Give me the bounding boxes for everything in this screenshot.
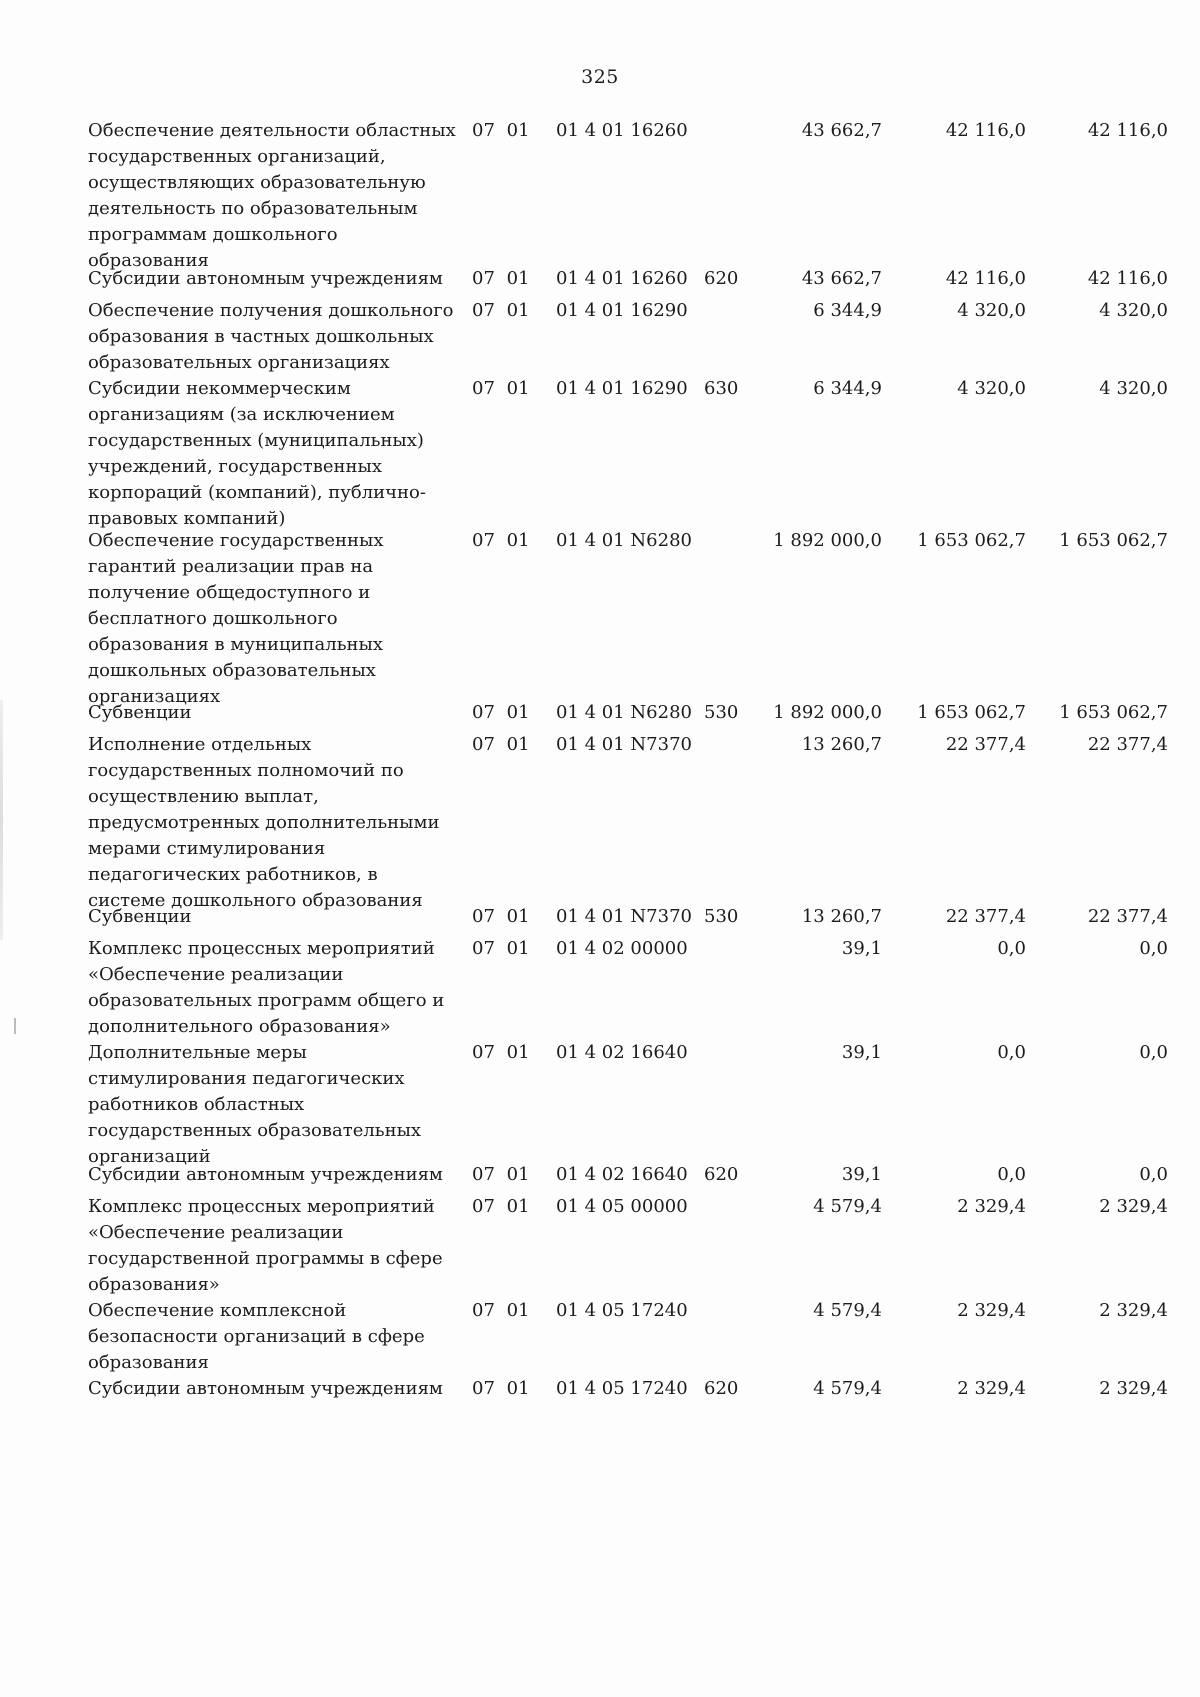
- row-value-2: 22 377,4: [945, 734, 1026, 755]
- description-line: образования: [88, 1352, 209, 1373]
- description-line: организациях: [88, 686, 221, 707]
- description-line: образования в муниципальных: [88, 634, 383, 655]
- description-line: Субвенции: [88, 906, 192, 927]
- description-line: Субсидии некоммерческим: [88, 378, 351, 399]
- description-line: правовых компаний): [88, 508, 286, 529]
- row-value-2: 0,0: [997, 1042, 1026, 1063]
- description-line: осуществляющих образовательную: [88, 172, 426, 193]
- row-description: [88, 904, 460, 930]
- row-value-1: 43 662,7: [801, 120, 882, 141]
- description-line: корпораций (компаний), публично-: [88, 482, 426, 503]
- description-line: Обеспечение деятельности областных: [88, 120, 456, 141]
- description-line: системе дошкольного образования: [88, 890, 423, 911]
- description-line: Комплекс процессных мероприятий: [88, 938, 435, 959]
- description-line: мерами стимулирования: [88, 838, 326, 859]
- description-line: организаций: [88, 1146, 211, 1167]
- description-line: безопасности организаций в сфере: [88, 1326, 425, 1347]
- row-value-1: 4 579,4: [813, 1196, 882, 1217]
- description-line: Субсидии автономным учреждениям: [88, 1164, 443, 1185]
- row-value-1: 39,1: [841, 1164, 882, 1185]
- row-section-code: 07 01: [472, 702, 530, 723]
- description-line: Субсидии автономным учреждениям: [88, 1378, 443, 1399]
- row-target-code: 01 4 01 N6280: [556, 530, 692, 551]
- row-value-2: 4 320,0: [957, 300, 1026, 321]
- description-line: образования: [88, 250, 209, 271]
- row-target-code: 01 4 05 17240: [556, 1378, 688, 1399]
- row-value-1: 1 892 000,0: [773, 702, 882, 723]
- description-line: Субвенции: [88, 702, 192, 723]
- row-value-2: 2 329,4: [957, 1196, 1026, 1217]
- row-target-code: 01 4 02 16640: [556, 1042, 688, 1063]
- row-target-code: 01 4 01 16260: [556, 268, 688, 289]
- row-description: [88, 528, 460, 710]
- row-value-3: 1 653 062,7: [1059, 530, 1168, 551]
- row-value-1: 43 662,7: [801, 268, 882, 289]
- row-section-code: 07 01: [472, 1196, 530, 1217]
- row-section-code: 07 01: [472, 268, 530, 289]
- description-line: Дополнительные меры: [88, 1042, 307, 1063]
- row-value-1: 39,1: [841, 938, 882, 959]
- row-value-3: 2 329,4: [1099, 1196, 1168, 1217]
- description-line: «Обеспечение реализации: [88, 964, 344, 985]
- description-line: образовательных программ общего и: [88, 990, 445, 1011]
- row-target-code: 01 4 02 00000: [556, 938, 688, 959]
- row-target-code: 01 4 02 16640: [556, 1164, 688, 1185]
- row-description: [88, 936, 460, 1040]
- description-line: образования»: [88, 1274, 220, 1295]
- row-value-3: 4 320,0: [1099, 378, 1168, 399]
- row-section-code: 07 01: [472, 1042, 530, 1063]
- row-expense-type: 620: [704, 1164, 739, 1185]
- row-value-3: 4 320,0: [1099, 300, 1168, 321]
- description-line: Обеспечение государственных: [88, 530, 384, 551]
- row-description: [88, 1040, 460, 1170]
- row-description: [88, 298, 460, 376]
- row-value-2: 4 320,0: [957, 378, 1026, 399]
- description-line: «Обеспечение реализации: [88, 1222, 344, 1243]
- description-line: Комплекс процессных мероприятий: [88, 1196, 435, 1217]
- row-description: [88, 1162, 460, 1188]
- row-value-3: 0,0: [1139, 938, 1168, 959]
- row-section-code: 07 01: [472, 378, 530, 399]
- description-line: государственных организаций,: [88, 146, 386, 167]
- description-line: Субсидии автономным учреждениям: [88, 268, 443, 289]
- row-description: [88, 1376, 460, 1402]
- row-value-1: 6 344,9: [813, 378, 882, 399]
- row-section-code: 07 01: [472, 938, 530, 959]
- row-value-3: 0,0: [1139, 1164, 1168, 1185]
- row-description: [88, 376, 460, 532]
- row-value-3: 0,0: [1139, 1042, 1168, 1063]
- row-target-code: 01 4 01 N7370: [556, 906, 692, 927]
- row-description: [88, 1298, 460, 1376]
- description-line: государственных (муниципальных): [88, 430, 424, 451]
- row-section-code: 07 01: [472, 1300, 530, 1321]
- row-value-3: 22 377,4: [1087, 734, 1168, 755]
- row-value-1: 6 344,9: [813, 300, 882, 321]
- row-section-code: 07 01: [472, 120, 530, 141]
- row-expense-type: 630: [704, 378, 739, 399]
- row-description: [88, 118, 460, 274]
- row-target-code: 01 4 01 N6280: [556, 702, 692, 723]
- row-section-code: 07 01: [472, 1378, 530, 1399]
- description-line: программам дошкольного: [88, 224, 338, 245]
- row-section-code: 07 01: [472, 530, 530, 551]
- description-line: организациям (за исключением: [88, 404, 395, 425]
- row-value-1: 1 892 000,0: [773, 530, 882, 551]
- description-line: государственных полномочий по: [88, 760, 404, 781]
- row-value-3: 1 653 062,7: [1059, 702, 1168, 723]
- row-section-code: 07 01: [472, 300, 530, 321]
- row-target-code: 01 4 01 N7370: [556, 734, 692, 755]
- row-target-code: 01 4 05 17240: [556, 1300, 688, 1321]
- row-value-3: 42 116,0: [1087, 268, 1168, 289]
- row-target-code: 01 4 01 16290: [556, 378, 688, 399]
- row-description: [88, 266, 460, 292]
- row-expense-type: 530: [704, 702, 739, 723]
- row-target-code: 01 4 01 16290: [556, 300, 688, 321]
- row-value-2: 42 116,0: [945, 120, 1026, 141]
- description-line: бесплатного дошкольного: [88, 608, 338, 629]
- scan-edge-mark: [14, 1018, 16, 1034]
- row-description: [88, 700, 460, 726]
- description-line: получение общедоступного и: [88, 582, 371, 603]
- row-expense-type: 620: [704, 1378, 739, 1399]
- row-section-code: 07 01: [472, 1164, 530, 1185]
- row-target-code: 01 4 01 16260: [556, 120, 688, 141]
- scan-edge-mark: [0, 700, 3, 940]
- row-value-1: 39,1: [841, 1042, 882, 1063]
- row-value-2: 0,0: [997, 938, 1026, 959]
- description-line: образования в частных дошкольных: [88, 326, 434, 347]
- description-line: Обеспечение получения дошкольного: [88, 300, 454, 321]
- row-expense-type: 530: [704, 906, 739, 927]
- row-value-3: 2 329,4: [1099, 1378, 1168, 1399]
- description-line: Исполнение отдельных: [88, 734, 312, 755]
- description-line: дополнительного образования»: [88, 1016, 391, 1037]
- row-section-code: 07 01: [472, 906, 530, 927]
- description-line: дошкольных образовательных: [88, 660, 376, 681]
- row-value-1: 4 579,4: [813, 1300, 882, 1321]
- row-value-1: 13 260,7: [801, 906, 882, 927]
- description-line: Обеспечение комплексной: [88, 1300, 347, 1321]
- description-line: осуществлению выплат,: [88, 786, 319, 807]
- description-line: стимулирования педагогических: [88, 1068, 405, 1089]
- description-line: педагогических работников, в: [88, 864, 378, 885]
- row-value-3: 22 377,4: [1087, 906, 1168, 927]
- row-value-3: 2 329,4: [1099, 1300, 1168, 1321]
- row-description: [88, 732, 460, 914]
- row-value-2: 22 377,4: [945, 906, 1026, 927]
- row-value-1: 13 260,7: [801, 734, 882, 755]
- row-value-2: 2 329,4: [957, 1378, 1026, 1399]
- row-value-3: 42 116,0: [1087, 120, 1168, 141]
- row-section-code: 07 01: [472, 734, 530, 755]
- row-value-2: 1 653 062,7: [917, 702, 1026, 723]
- row-value-2: 0,0: [997, 1164, 1026, 1185]
- description-line: деятельность по образовательным: [88, 198, 418, 219]
- description-line: образовательных организациях: [88, 352, 390, 373]
- description-line: государственной программы в сфере: [88, 1248, 443, 1269]
- page-number: 325: [581, 66, 619, 88]
- row-target-code: 01 4 05 00000: [556, 1196, 688, 1217]
- row-expense-type: 620: [704, 268, 739, 289]
- description-line: государственных образовательных: [88, 1120, 422, 1141]
- row-value-1: 4 579,4: [813, 1378, 882, 1399]
- row-value-2: 2 329,4: [957, 1300, 1026, 1321]
- row-description: [88, 1194, 460, 1298]
- description-line: работников областных: [88, 1094, 305, 1115]
- row-value-2: 42 116,0: [945, 268, 1026, 289]
- row-value-2: 1 653 062,7: [917, 530, 1026, 551]
- description-line: предусмотренных дополнительными: [88, 812, 440, 833]
- description-line: учреждений, государственных: [88, 456, 382, 477]
- description-line: гарантий реализации прав на: [88, 556, 374, 577]
